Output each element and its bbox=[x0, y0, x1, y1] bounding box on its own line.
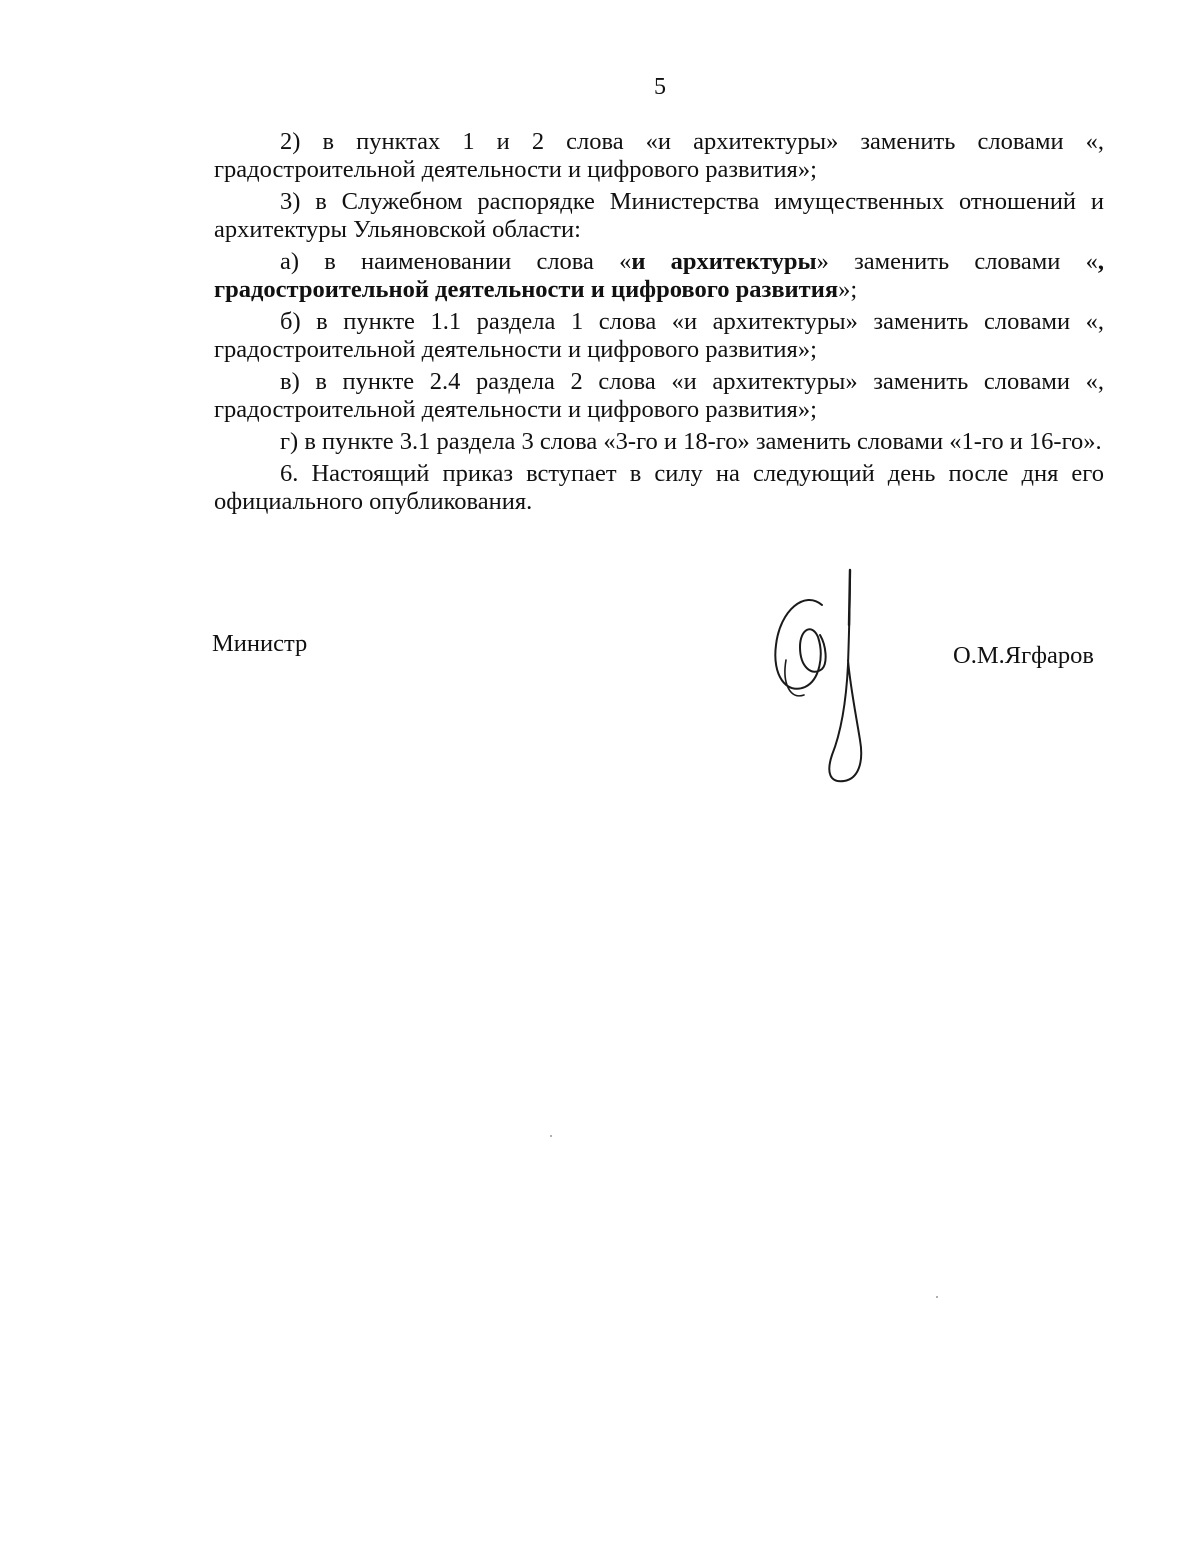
signer-title: Министр bbox=[212, 630, 308, 657]
page-number: 5 bbox=[654, 74, 666, 100]
item-6-paragraph: 6. Настоящий приказ вступает в силу на следующий день после дня его официального опубликования. bbox=[214, 460, 1104, 515]
subitem-v-paragraph: в) в пункте 2.4 раздела 2 слова «и архитектуры» заменить словами «, градостроительной деятельности и цифрового развития»; bbox=[214, 368, 1104, 423]
subitem-b-paragraph: б) в пункте 1.1 раздела 1 слова «и архитектуры» заменить словами «, градостроительной деятельности и цифрового развития»; bbox=[214, 308, 1104, 363]
handwritten-signature bbox=[760, 565, 880, 790]
scan-speck bbox=[936, 1296, 938, 1298]
subitem-a-lead: а) в наименовании слова « bbox=[280, 248, 632, 275]
subitem-a-bold-new-words: , градостроительной деятельности и цифрового развития bbox=[214, 248, 1104, 303]
subitem-g-paragraph: г) в пункте 3.1 раздела 3 слова «3-го и 18-го» заменить словами «1-го и 16-го». bbox=[280, 428, 1102, 455]
scan-speck bbox=[550, 1135, 552, 1137]
subitem-a-tail: »; bbox=[838, 276, 858, 303]
subitem-a-bold-old-words: и архитектуры bbox=[631, 248, 817, 275]
signer-name: О.М.Ягфаров bbox=[953, 642, 1094, 669]
item-3-paragraph: 3) в Служебном распорядке Министерства имущественных отношений и архитектуры Ульяновской области: bbox=[214, 188, 1104, 243]
document-body bbox=[214, 128, 1104, 520]
subitem-a-mid: » заменить словами « bbox=[816, 248, 1098, 275]
subitem-a-paragraph bbox=[214, 248, 1104, 304]
item-2-paragraph: 2) в пунктах 1 и 2 слова «и архитектуры» заменить словами «, градостроительной деятельности и цифрового развития»; bbox=[214, 128, 1104, 183]
